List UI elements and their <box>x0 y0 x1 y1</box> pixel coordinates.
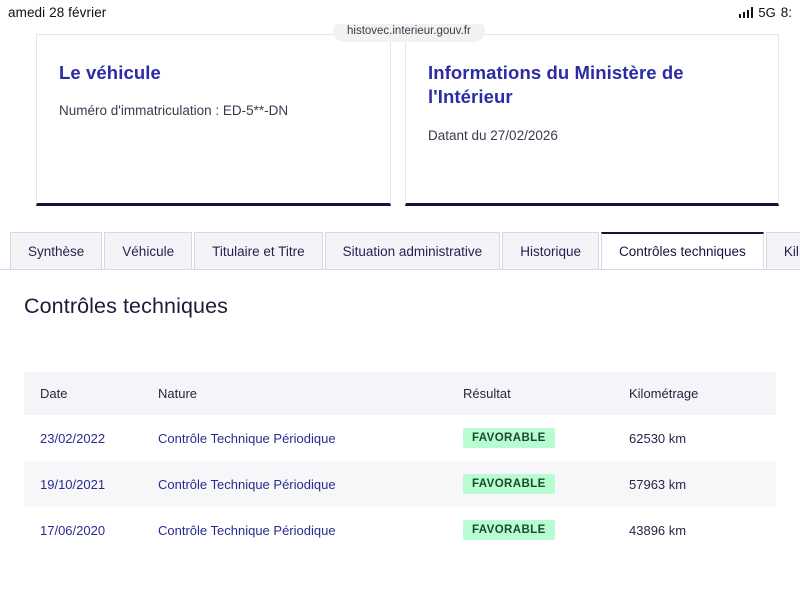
card-vehicle-text: Numéro d'immatriculation : ED-5**-DN <box>59 103 289 119</box>
table-row <box>24 415 776 461</box>
cell-date: 17/06/2020 <box>40 522 106 538</box>
table-header <box>24 372 776 415</box>
summary-cards <box>36 34 779 206</box>
tab-synthese[interactable]: Synthèse <box>10 232 102 269</box>
card-ministry-title: Informations du Ministère de l'Intérieur <box>428 62 684 108</box>
cell-nature: Contrôle Technique Périodique <box>158 522 336 538</box>
cell-nature: Contrôle Technique Périodique <box>158 461 463 507</box>
status-badge: FAVORABLE <box>463 520 555 540</box>
card-ministry-text: Datant du 27/02/2026 <box>428 127 558 143</box>
tab-kilometrage[interactable]: Kil <box>766 232 800 269</box>
cell-kilometrage: 62530 km <box>629 430 687 446</box>
status-bar <box>0 0 800 24</box>
tab-historique[interactable]: Historique <box>502 232 599 269</box>
status-indicators <box>739 5 792 20</box>
network-type-label: 5G <box>758 4 776 20</box>
controles-techniques-table <box>24 372 776 553</box>
cell-resultat <box>463 461 629 507</box>
card-vehicle <box>36 34 391 206</box>
page-content <box>0 24 800 600</box>
tab-bar <box>0 232 800 270</box>
table-body <box>24 415 776 553</box>
status-clock: 8: <box>780 4 792 20</box>
table-header-row <box>24 372 776 415</box>
tab-titulaire-et-titre[interactable]: Titulaire et Titre <box>194 232 323 269</box>
status-date: amedi 28 février <box>8 4 107 20</box>
url-text: histovec.interieur.gouv.fr <box>347 25 471 37</box>
column-header-date: Date <box>24 372 158 415</box>
cell-resultat <box>463 507 629 553</box>
table-row <box>24 507 776 553</box>
card-ministry <box>405 34 779 206</box>
cell-nature: Contrôle Technique Périodique <box>158 430 336 446</box>
column-header-kilometrage: Kilométrage <box>629 372 776 415</box>
tab-vehicule[interactable]: Véhicule <box>104 232 192 269</box>
cell-kilometrage: 57963 km <box>629 461 776 507</box>
table-row <box>24 461 776 507</box>
cell-resultat <box>463 415 629 461</box>
cell-date: 19/10/2021 <box>24 461 158 507</box>
card-vehicle-title: Le véhicule <box>59 62 161 83</box>
status-badge: FAVORABLE <box>463 474 555 494</box>
column-header-resultat: Résultat <box>463 372 629 415</box>
signal-bars-icon <box>739 7 754 18</box>
status-badge: FAVORABLE <box>463 428 555 448</box>
cell-kilometrage: 43896 km <box>629 522 687 538</box>
page-title: Contrôles techniques <box>24 294 228 318</box>
tab-situation-administrative[interactable]: Situation administrative <box>325 232 501 269</box>
column-header-nature: Nature <box>158 372 463 415</box>
tab-controles-techniques[interactable]: Contrôles techniques <box>601 232 764 269</box>
cell-date: 23/02/2022 <box>40 430 106 446</box>
